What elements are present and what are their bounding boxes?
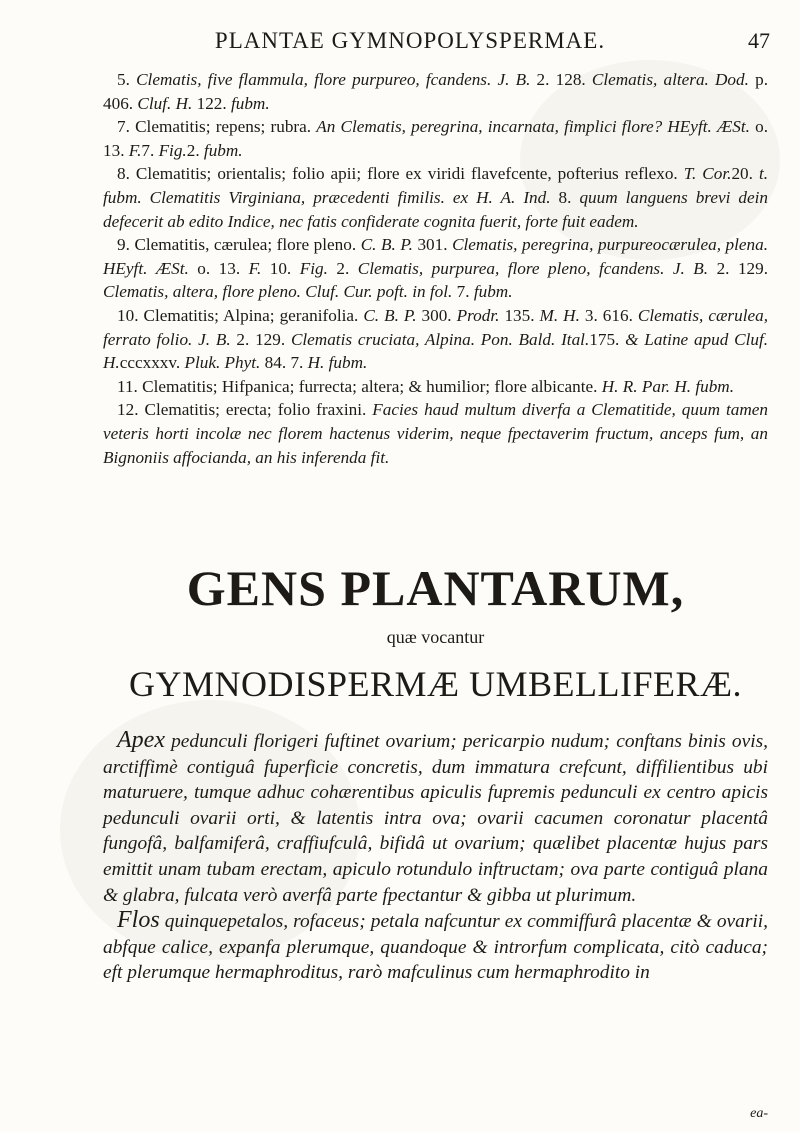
entry-text: cccxxxv. [119, 353, 185, 373]
gymno-heading: GYMNODISPERMÆ UMBELLIFERÆ. [128, 664, 743, 704]
entry-text: o. 13. [103, 117, 768, 160]
entry-text: M. H. [539, 305, 580, 325]
entries-list [103, 68, 768, 469]
apex-text: pedunculi florigeri fuftinet ovarium; pericarpio nudum; conftans binis ovis, arctiffimè contiguâ fuperficie concretis, dum immatura crefcunt, diffilientibus ubi maturuere, tumque adhuc cohærentibus apiculis fupremis pedunculi ex centro apicis pedunculi ovarii orti, & latentis intra ova; ovarii cacumen coronatur placentâ fungofâ, balfamiferâ, craffiufculâ, bifidâ ut ovarium; quælibet placentæ hujus pars emittit unam tubam erectam, apiculo rotundulo inftructam; ova parte contiguâ plana & glabra, fulcata verò averfâ parte fpectantur & gibba ut plurimum. [103, 731, 768, 906]
entry-text: Clematitis; repens; rubra. [135, 117, 317, 137]
entry-text: Clematis, five flammula, flore purpureo, fcandens. J. B. [136, 70, 531, 89]
entry-text: 2. [186, 140, 204, 160]
subheading: quæ vocantur [386, 627, 485, 647]
entry-text: t. fubm. Clematitis Virginiana, præcedenti fimilis. ex H. A. Ind. [103, 164, 769, 207]
entry-text: H. fubm. [307, 353, 368, 373]
entry-text: 84. 7. [260, 353, 308, 373]
catchword: ea- [750, 1106, 768, 1121]
entry-text: Clematis cruciata, Alpina. Pon. Bald. Ital. [290, 329, 590, 349]
entry-text: fubm. [473, 282, 513, 302]
entry-text: fubm. [230, 93, 270, 113]
gens-heading: GENS PLANTARUM, [186, 560, 685, 616]
entry-text: 10. [261, 258, 300, 278]
apex-first-word: Apex [117, 727, 165, 753]
entry-paragraph [103, 398, 768, 469]
entry-paragraph [103, 375, 768, 399]
entry-text: 7. [452, 282, 474, 302]
entry-number: 12. [117, 400, 145, 420]
entry-paragraph [103, 68, 768, 115]
entry-text: & Latine apud Cluf. H. [103, 329, 769, 373]
entry-text: An Clematis, peregrina, incarnata, fimplici flore? HEyft. ÆSt. [316, 117, 750, 137]
running-head-title: PLANTAE GYMNOPOLYSPERMAE. [214, 28, 606, 53]
entry-number: 11. [117, 376, 143, 396]
entry-text: 7. [141, 140, 159, 160]
entry-text: 3. 616. [579, 305, 638, 325]
entry-text: Prodr. [456, 305, 500, 325]
entry-number: 7. [117, 117, 136, 137]
entry-text: Pluk. Phyt. [184, 353, 261, 373]
entry-paragraph [103, 162, 768, 233]
entry-text: o. 13. [188, 258, 249, 278]
entry-text: Clematis, altera. Dod. [591, 70, 749, 89]
entry-text: 301. [412, 235, 453, 255]
entry-text: 20. [731, 164, 759, 184]
entry-number: 9. [117, 235, 135, 255]
entry-text: 2. 129. [708, 258, 769, 278]
running-head [110, 28, 770, 56]
entry-text: Fig. [299, 258, 328, 278]
entry-text: 300. [416, 305, 457, 325]
entry-text: T. Cor. [683, 164, 732, 184]
entry-text: F. [248, 258, 262, 278]
entry-paragraph [103, 115, 768, 162]
flos-first-word: Flos [117, 907, 160, 934]
entry-text: 135. [499, 305, 540, 325]
entry-text: Clematis, purpurea, flore pleno, fcandens. J. B. [357, 258, 709, 278]
entry-text: H. R. Par. H. fubm. [601, 376, 734, 396]
entry-text: 175. [589, 329, 626, 349]
entry-number: 5. [117, 70, 137, 89]
entry-text: Clematitis; Hifpanica; furrecta; altera; & humilior; flore albicante. [142, 376, 602, 396]
flos-paragraph [103, 908, 768, 986]
entry-text: Clematis, altera, flore pleno. Cluf. Cur. poft. in fol. [103, 282, 453, 302]
entry-text: Clematis, cærulea, ferrato folio. J. B. [103, 305, 769, 349]
entry-text: Cluf. H. [137, 93, 193, 113]
entry-text: Clematitis; Alpina; geranifolia. [143, 305, 364, 325]
entry-text: 122. [192, 93, 231, 113]
entry-number: 8. [117, 164, 136, 184]
entry-text: 8. [550, 187, 580, 207]
entry-text: F. [128, 140, 142, 160]
description [103, 728, 768, 986]
entry-paragraph [103, 233, 768, 304]
flos-text: quinquepetalos, rofaceus; petala nafcuntur ex commiffurâ placentæ & ovarii, abfque calice, expanfa plerumque, quandoque & introrfum complicata, citò caduca; eft plerumque hermaphroditus, rarò mafculinus cum hermaphrodito in [103, 911, 768, 984]
entry-text: 2. 129. [230, 329, 291, 349]
entry-number: 10. [117, 305, 144, 325]
entry-text: Clematis, peregrina, purpureocærulea, plena. HEyft. ÆSt. [103, 235, 769, 278]
entry-text: Clematitis, cærulea; flore pleno. [134, 235, 361, 255]
entry-text: quum languens brevi dein defecerit ab edito Indice, nec fatis confiderate cognita fuerit, forte fuit eadem. [103, 187, 768, 231]
entry-text: Clematitis; orientalis; folio apii; flore ex viridi flavefcente, pofterius reflexo. [135, 164, 684, 184]
entry-text: Facies haud multum diverfa a Clematitide, quum tamen veteris horti incolæ nec florem hactenus viderim, neque fpectaverim fructum, anceps fum, an Bignoniis affocianda, an his inferenda fit. [103, 400, 768, 467]
apex-paragraph [103, 728, 768, 908]
entry-text: 2. [327, 258, 358, 278]
entry-text: 2. 128. [530, 70, 592, 89]
page-number: 47 [748, 28, 770, 53]
entry-text: Clematitis; erecta; folio fraxini. [144, 400, 373, 420]
entry-text: Fig. [158, 140, 187, 160]
entry-text: C. B. P. [360, 235, 413, 255]
entry-text: fubm. [203, 140, 243, 160]
entry-paragraph [103, 304, 768, 375]
entry-text: C. B. P. [363, 305, 417, 325]
entry-text: p. 406. [103, 70, 768, 113]
